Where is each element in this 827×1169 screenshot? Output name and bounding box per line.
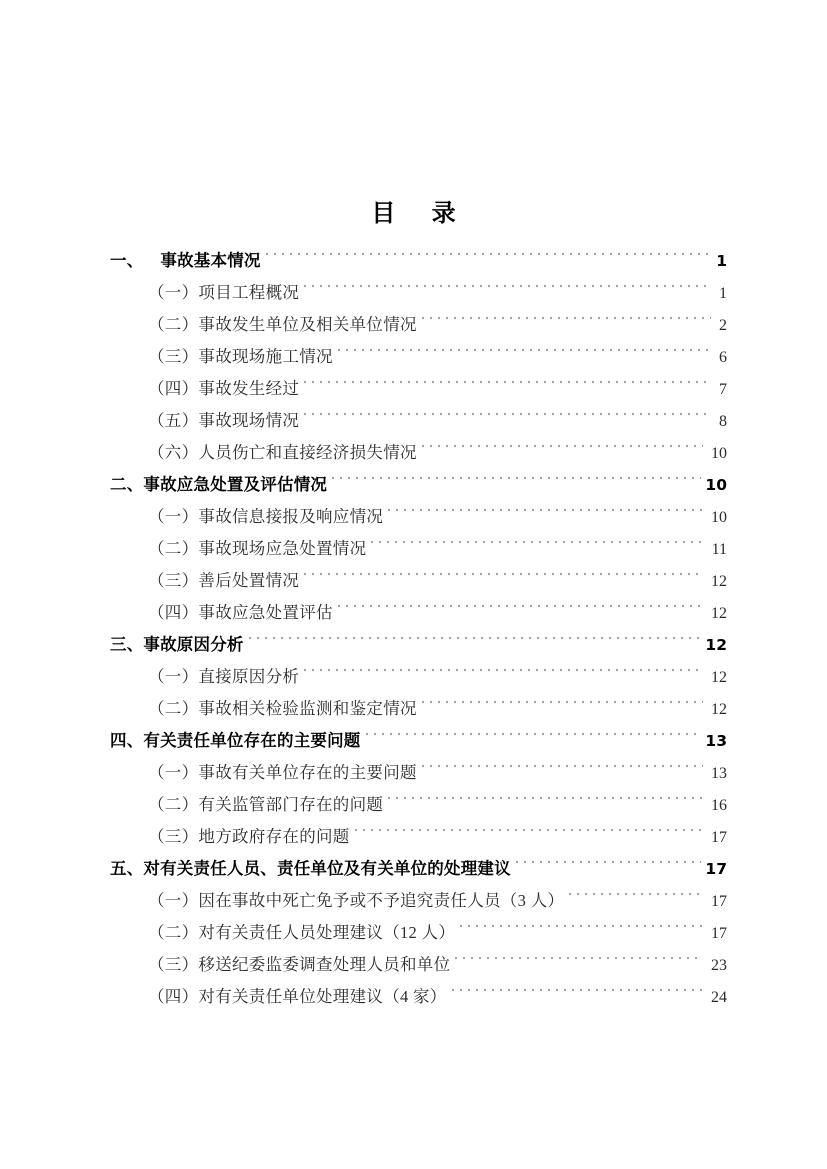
toc-page-number: 17 bbox=[705, 860, 727, 878]
toc-entry-label bbox=[148, 565, 302, 597]
toc-page-number: 2 bbox=[719, 317, 727, 334]
toc-entry-text: （一）因在事故中死亡免予或不予追究责任人员（3 人） bbox=[148, 891, 565, 910]
toc-dot-leader bbox=[304, 554, 703, 586]
page-title: 目 录 bbox=[371, 199, 470, 227]
toc-page-number: 12 bbox=[711, 605, 727, 622]
toc-entry-text: （一）项目工程概况 bbox=[148, 283, 300, 302]
toc-entry-text: （四）对有关责任单位处理建议（4 家） bbox=[148, 987, 447, 1006]
toc-entry-label bbox=[148, 981, 450, 1013]
toc-entry-label bbox=[110, 853, 514, 885]
toc-entry-level-1[interactable] bbox=[110, 234, 727, 270]
toc-dot-leader bbox=[516, 842, 702, 874]
toc-dot-leader bbox=[422, 682, 703, 714]
toc-entry-text: （三）事故现场施工情况 bbox=[148, 347, 333, 366]
toc-entry-label bbox=[148, 405, 302, 437]
toc-entry-text: 事故基本情况 bbox=[160, 251, 261, 270]
toc-entry-text: （六）人员伤亡和直接经济损失情况 bbox=[148, 443, 417, 462]
toc-entry-label bbox=[148, 821, 353, 853]
toc-entry-text: 有关责任单位存在的主要问题 bbox=[143, 731, 361, 750]
toc-entry-text: （五）事故现场情况 bbox=[148, 411, 300, 430]
toc-dot-leader bbox=[266, 234, 713, 266]
toc-entry-text: 事故应急处置及评估情况 bbox=[143, 475, 328, 494]
toc-page-number: 6 bbox=[719, 349, 727, 366]
toc-entry-text: 对有关责任人员、责任单位及有关单位的处理建议 bbox=[143, 859, 511, 878]
toc-dot-leader bbox=[304, 394, 711, 426]
toc-dot-leader bbox=[338, 330, 711, 362]
toc-entry-label bbox=[148, 373, 302, 405]
toc-entry-number: 五、 bbox=[110, 859, 144, 878]
toc-entry-text: （三）善后处置情况 bbox=[148, 571, 300, 590]
toc-page-number: 1 bbox=[716, 252, 727, 270]
toc-page-number: 10 bbox=[711, 509, 727, 526]
toc-entry-number: 三、 bbox=[110, 635, 144, 654]
toc-dot-leader bbox=[569, 874, 703, 906]
toc-dot-leader bbox=[366, 714, 702, 746]
toc-page-number: 17 bbox=[711, 893, 727, 910]
toc-page-number: 7 bbox=[719, 381, 727, 398]
toc-entry-text: （二）对有关责任人员处理建议（12 人） bbox=[148, 923, 456, 942]
toc-entry-text: （四）事故发生经过 bbox=[148, 379, 300, 398]
toc-page-number: 16 bbox=[711, 797, 727, 814]
toc-entry-text: （二）事故发生单位及相关单位情况 bbox=[148, 315, 417, 334]
toc-page-number: 12 bbox=[711, 669, 727, 686]
toc-dot-leader bbox=[249, 618, 702, 650]
toc-dot-leader bbox=[338, 586, 703, 618]
toc-entry-label bbox=[110, 469, 330, 501]
toc-entry-label bbox=[148, 949, 453, 981]
table-of-contents bbox=[110, 234, 727, 1006]
toc-dot-leader bbox=[452, 970, 708, 1002]
toc-entry-label bbox=[148, 757, 420, 789]
toc-dot-leader bbox=[304, 362, 711, 394]
toc-page-number: 13 bbox=[705, 732, 727, 750]
toc-page-number: 1 bbox=[719, 285, 727, 302]
toc-dot-leader bbox=[455, 938, 703, 970]
toc-entry-label bbox=[148, 501, 386, 533]
toc-entry-text: （一）直接原因分析 bbox=[148, 667, 300, 686]
toc-dot-leader bbox=[388, 778, 703, 810]
toc-entry-text: （三）地方政府存在的问题 bbox=[148, 827, 350, 846]
toc-entry-number: 一、 bbox=[110, 251, 144, 270]
toc-page-number: 11 bbox=[711, 541, 727, 558]
toc-entry-text: （二）有关监管部门存在的问题 bbox=[148, 795, 384, 814]
toc-entry-text: （一）事故信息接报及响应情况 bbox=[148, 507, 384, 526]
toc-entry-text: （四）事故应急处置评估 bbox=[148, 603, 333, 622]
toc-dot-leader bbox=[422, 746, 703, 778]
toc-dot-leader bbox=[332, 458, 701, 490]
toc-dot-leader bbox=[371, 522, 703, 554]
toc-dot-leader bbox=[422, 426, 703, 458]
toc-page-number: 10 bbox=[705, 476, 727, 494]
toc-entry-label bbox=[148, 917, 458, 949]
toc-page-number: 24 bbox=[711, 989, 727, 1006]
toc-dot-leader bbox=[388, 490, 703, 522]
toc-page-number: 12 bbox=[711, 573, 727, 590]
toc-entry-label bbox=[110, 245, 264, 277]
toc-dot-leader bbox=[304, 650, 703, 682]
toc-dot-leader bbox=[304, 266, 711, 298]
toc-page-number: 12 bbox=[705, 636, 727, 654]
toc-entry-text: 事故原因分析 bbox=[143, 635, 244, 654]
toc-page-number: 13 bbox=[711, 765, 727, 782]
toc-entry-text: （一）事故有关单位存在的主要问题 bbox=[148, 763, 417, 782]
toc-entry-label bbox=[148, 277, 302, 309]
toc-entry-text: （二）事故相关检验监测和鉴定情况 bbox=[148, 699, 417, 718]
toc-page-number: 17 bbox=[711, 829, 727, 846]
toc-entry-label bbox=[110, 725, 364, 757]
toc-entry-label bbox=[148, 661, 302, 693]
toc-dot-leader bbox=[422, 298, 711, 330]
toc-dot-leader bbox=[460, 906, 703, 938]
toc-page-number: 8 bbox=[719, 413, 727, 430]
toc-entry-text: （三）移送纪委监委调查处理人员和单位 bbox=[148, 955, 451, 974]
toc-entry-text: （二）事故现场应急处置情况 bbox=[148, 539, 367, 558]
toc-entry-number: 四、 bbox=[110, 731, 144, 750]
toc-entry-label bbox=[110, 629, 247, 661]
toc-page-number: 12 bbox=[711, 701, 727, 718]
toc-dot-leader bbox=[355, 810, 703, 842]
toc-page-number: 17 bbox=[711, 925, 727, 942]
toc-entry-number: 二、 bbox=[110, 475, 144, 494]
toc-page-number: 23 bbox=[711, 957, 727, 974]
toc-page-number: 10 bbox=[711, 445, 727, 462]
toc-entry-label bbox=[148, 789, 386, 821]
